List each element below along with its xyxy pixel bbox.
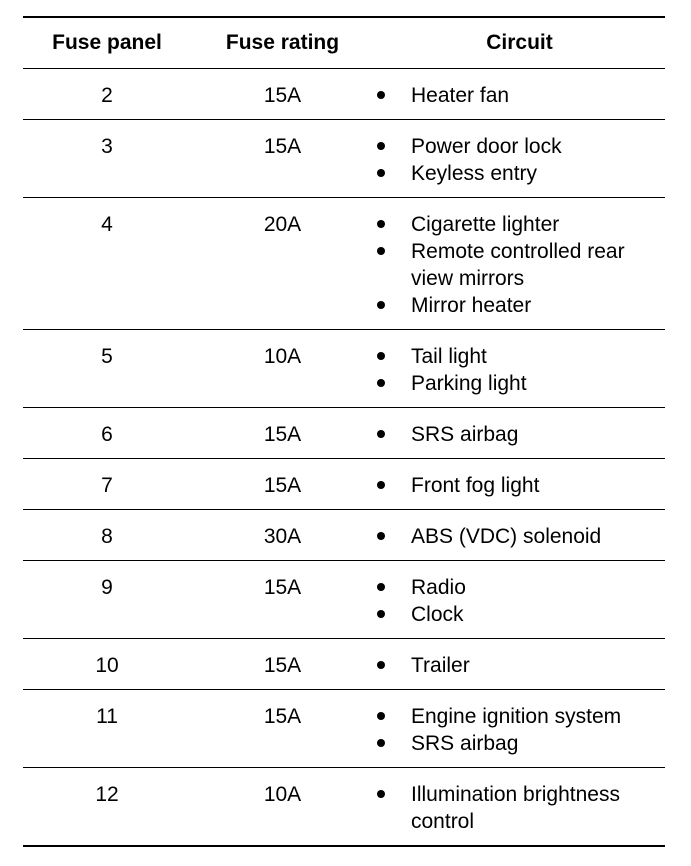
circuit-item <box>374 703 665 730</box>
circuit-cell <box>374 408 665 459</box>
circuit-cell <box>374 330 665 408</box>
fuse-rating-cell: 15A <box>263 84 302 107</box>
bullet-icon <box>377 739 385 747</box>
circuit-list <box>374 82 665 109</box>
header-circuit: Circuit <box>486 31 553 54</box>
circuit-label: Mirror heater <box>411 294 532 317</box>
fuse-panel-cell: 11 <box>96 705 118 728</box>
circuit-cell <box>374 639 665 690</box>
circuit-item <box>374 343 665 370</box>
bullet-icon <box>377 532 385 540</box>
circuit-list <box>374 652 665 679</box>
fuse-panel-cell: 3 <box>101 135 113 158</box>
header-fuse-rating: Fuse rating <box>225 31 340 54</box>
table-row <box>23 120 665 198</box>
fuse-panel-cell: 9 <box>101 576 113 599</box>
circuit-item <box>374 472 665 499</box>
circuit-list <box>374 523 665 550</box>
fuse-panel-cell: 10 <box>95 654 119 677</box>
circuit-list <box>374 421 665 448</box>
circuit-item <box>374 523 665 550</box>
circuit-list <box>374 133 665 187</box>
table-row <box>23 639 665 690</box>
header-row <box>23 17 665 69</box>
table-row <box>23 408 665 459</box>
table-row <box>23 561 665 639</box>
circuit-label: SRS airbag <box>411 732 519 755</box>
table-row <box>23 459 665 510</box>
circuit-item <box>374 781 665 835</box>
table-row <box>23 510 665 561</box>
table-row <box>23 198 665 330</box>
circuit-item <box>374 133 665 160</box>
fuse-panel-cell: 4 <box>101 213 113 236</box>
fuse-panel-cell: 6 <box>101 423 113 446</box>
circuit-list <box>374 781 665 835</box>
circuit-cell <box>374 198 665 330</box>
table-row <box>23 330 665 408</box>
fuse-panel-cell: 12 <box>95 783 119 806</box>
circuit-item <box>374 574 665 601</box>
bullet-icon <box>377 91 385 99</box>
bullet-icon <box>377 481 385 489</box>
circuit-item <box>374 160 665 187</box>
table-header <box>23 17 665 69</box>
bullet-icon <box>377 661 385 669</box>
bullet-icon <box>377 301 385 309</box>
circuit-list <box>374 211 665 319</box>
header-fuse-panel: Fuse panel <box>52 31 162 54</box>
table-row <box>23 768 665 847</box>
fuse-rating-cell: 15A <box>263 135 302 158</box>
circuit-item <box>374 652 665 679</box>
circuit-list <box>374 343 665 397</box>
circuit-label: Power door lock <box>411 135 562 158</box>
bullet-icon <box>377 430 385 438</box>
circuit-item <box>374 730 665 757</box>
fuse-rating-cell: 15A <box>263 705 302 728</box>
bullet-icon <box>377 610 385 618</box>
fuse-rating-cell: 10A <box>263 345 302 368</box>
fuse-panel-cell: 7 <box>101 474 113 497</box>
bullet-icon <box>377 352 385 360</box>
circuit-label: Keyless entry <box>411 162 538 185</box>
table-row <box>23 69 665 120</box>
fuse-rating-cell: 10A <box>263 783 302 806</box>
circuit-label: Tail light <box>411 345 487 368</box>
fuse-rating-cell: 15A <box>263 423 302 446</box>
circuit-item <box>374 238 665 292</box>
circuit-list <box>374 574 665 628</box>
circuit-label: Trailer <box>411 654 470 677</box>
circuit-label: Parking light <box>411 372 527 395</box>
circuit-item <box>374 211 665 238</box>
bullet-icon <box>377 379 385 387</box>
circuit-label: Cigarette lighter <box>411 213 560 236</box>
circuit-cell <box>374 690 665 768</box>
fuse-rating-cell: 20A <box>263 213 302 236</box>
fuse-table <box>23 16 665 847</box>
circuit-label: Engine ignition system <box>411 705 622 728</box>
fuse-rating-cell: 30A <box>263 525 302 548</box>
bullet-icon <box>377 790 385 798</box>
circuit-list <box>374 472 665 499</box>
circuit-item <box>374 601 665 628</box>
circuit-cell <box>374 69 665 120</box>
circuit-cell <box>374 459 665 510</box>
table-body <box>23 69 665 847</box>
circuit-label: Heater fan <box>411 84 510 107</box>
circuit-cell <box>374 510 665 561</box>
bullet-icon <box>377 142 385 150</box>
circuit-item <box>374 421 665 448</box>
circuit-label: Remote controlled rear view mirrors <box>411 240 625 290</box>
circuit-item <box>374 370 665 397</box>
bullet-icon <box>377 169 385 177</box>
bullet-icon <box>377 583 385 591</box>
fuse-panel-cell: 2 <box>101 84 113 107</box>
circuit-label: Front fog light <box>411 474 540 497</box>
fuse-rating-cell: 15A <box>263 654 302 677</box>
circuit-cell <box>374 561 665 639</box>
fuse-rating-cell: 15A <box>263 576 302 599</box>
fuse-panel-cell: 8 <box>101 525 113 548</box>
circuit-label: SRS airbag <box>411 423 519 446</box>
bullet-icon <box>377 247 385 255</box>
bullet-icon <box>377 220 385 228</box>
circuit-label: ABS (VDC) solenoid <box>411 525 602 548</box>
circuit-item <box>374 292 665 319</box>
circuit-list <box>374 703 665 757</box>
circuit-label: Illumination brightness control <box>411 783 620 833</box>
table-row <box>23 690 665 768</box>
circuit-item <box>374 82 665 109</box>
circuit-label: Radio <box>411 576 466 599</box>
circuit-label: Clock <box>411 603 464 626</box>
bullet-icon <box>377 712 385 720</box>
circuit-cell <box>374 768 665 847</box>
circuit-cell <box>374 120 665 198</box>
fuse-rating-cell: 15A <box>263 474 302 497</box>
fuse-panel-cell: 5 <box>101 345 113 368</box>
